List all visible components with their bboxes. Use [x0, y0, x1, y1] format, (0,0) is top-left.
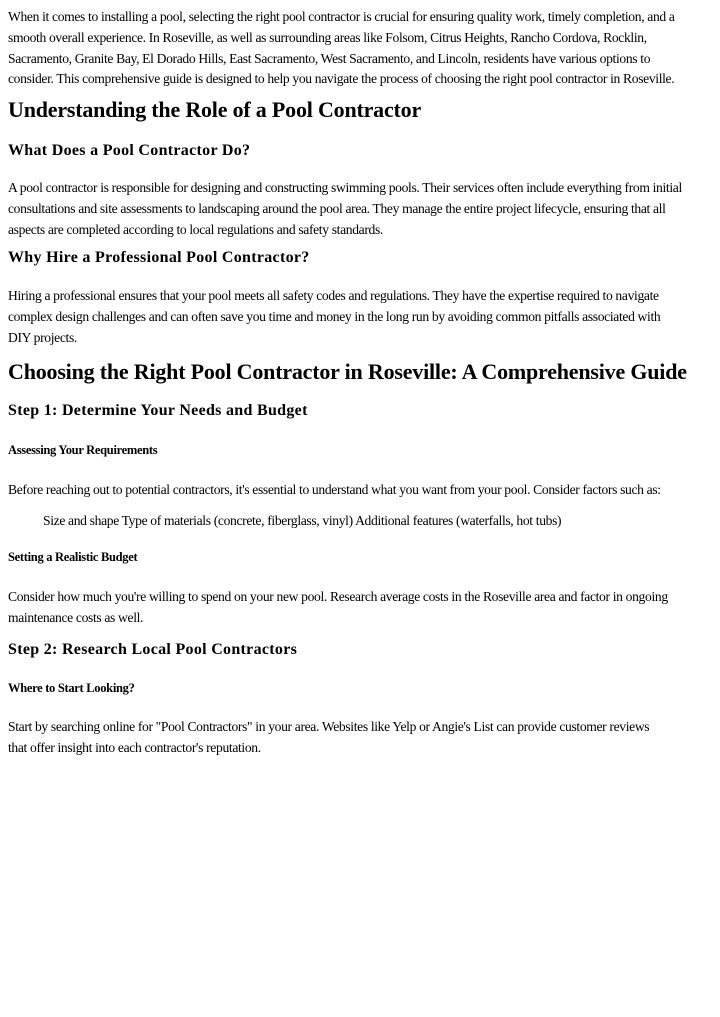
heading-where: Where to Start Looking? [8, 681, 135, 695]
text-line: complex design challenges and can often save you time and money in the long run by avoiding common pitfalls associated with [8, 308, 661, 324]
assess-paragraph [8, 480, 661, 501]
text-line: maintenance costs as well. [8, 609, 144, 625]
why-paragraph [8, 286, 660, 348]
text-line: consider. This comprehensive guide is designed to help you navigate the process of choosing the right pool contractor in Roseville. [8, 71, 675, 87]
heading-step2: Step 2: Research Local Pool Contractors [8, 641, 298, 658]
heading-guide: Choosing the Right Pool Contractor in Roseville: A Comprehensive Guide [8, 359, 687, 384]
where-paragraph [8, 717, 649, 759]
factors-list [43, 511, 561, 532]
text-line: Start by searching online for "Pool Contractors" in your area. Websites like Yelp or Angie's List can provide customer reviews [8, 719, 650, 734]
text-line: Consider how much you're willing to spend on your new pool. Research average costs in the Roseville area and factor in ongoing [8, 589, 668, 604]
heading-budget: Setting a Realistic Budget [8, 550, 138, 564]
intro-paragraph [8, 7, 675, 90]
what-paragraph [8, 178, 682, 240]
heading-role: Understanding the Role of a Pool Contractor [8, 97, 422, 122]
text-line: aspects are completed according to local regulations and safety standards. [8, 221, 383, 237]
text-line: Hiring a professional ensures that your pool meets all safety codes and regulations. They have the expertise required to navigate [8, 288, 659, 303]
text-line: that offer insight into each contractor's reputation. [8, 739, 261, 755]
text-line: A pool contractor is responsible for designing and constructing swimming pools. Their services often include everything from initial [8, 180, 682, 195]
heading-why: Why Hire a Professional Pool Contractor? [8, 249, 310, 266]
text-line: consultations and site assessments to landscaping around the pool area. They manage the entire project lifecycle, ensuring that all [8, 200, 666, 216]
heading-assess: Assessing Your Requirements [8, 443, 158, 457]
text-line: Before reaching out to potential contractors, it's essential to understand what you want from your pool. Consider factors such as: [8, 482, 661, 497]
text-line: When it comes to installing a pool, selecting the right pool contractor is crucial for ensuring quality work, timely completion, and a [8, 9, 675, 24]
text-line: smooth overall experience. In Roseville, as well as surrounding areas like Folsom, Citrus Heights, Rancho Cordova, Rocklin, [8, 29, 647, 45]
heading-what: What Does a Pool Contractor Do? [8, 142, 251, 159]
text-line: Sacramento, Granite Bay, El Dorado Hills, East Sacramento, West Sacramento, and Lincoln, residents have various options to [8, 50, 651, 66]
text-line: DIY projects. [8, 329, 77, 345]
heading-step1: Step 1: Determine Your Needs and Budget [8, 402, 308, 419]
budget-paragraph [8, 587, 668, 629]
list-item: Size and shape Type of materials (concrete, fiberglass, vinyl) Additional features (waterfalls, hot tubs) [43, 513, 562, 528]
